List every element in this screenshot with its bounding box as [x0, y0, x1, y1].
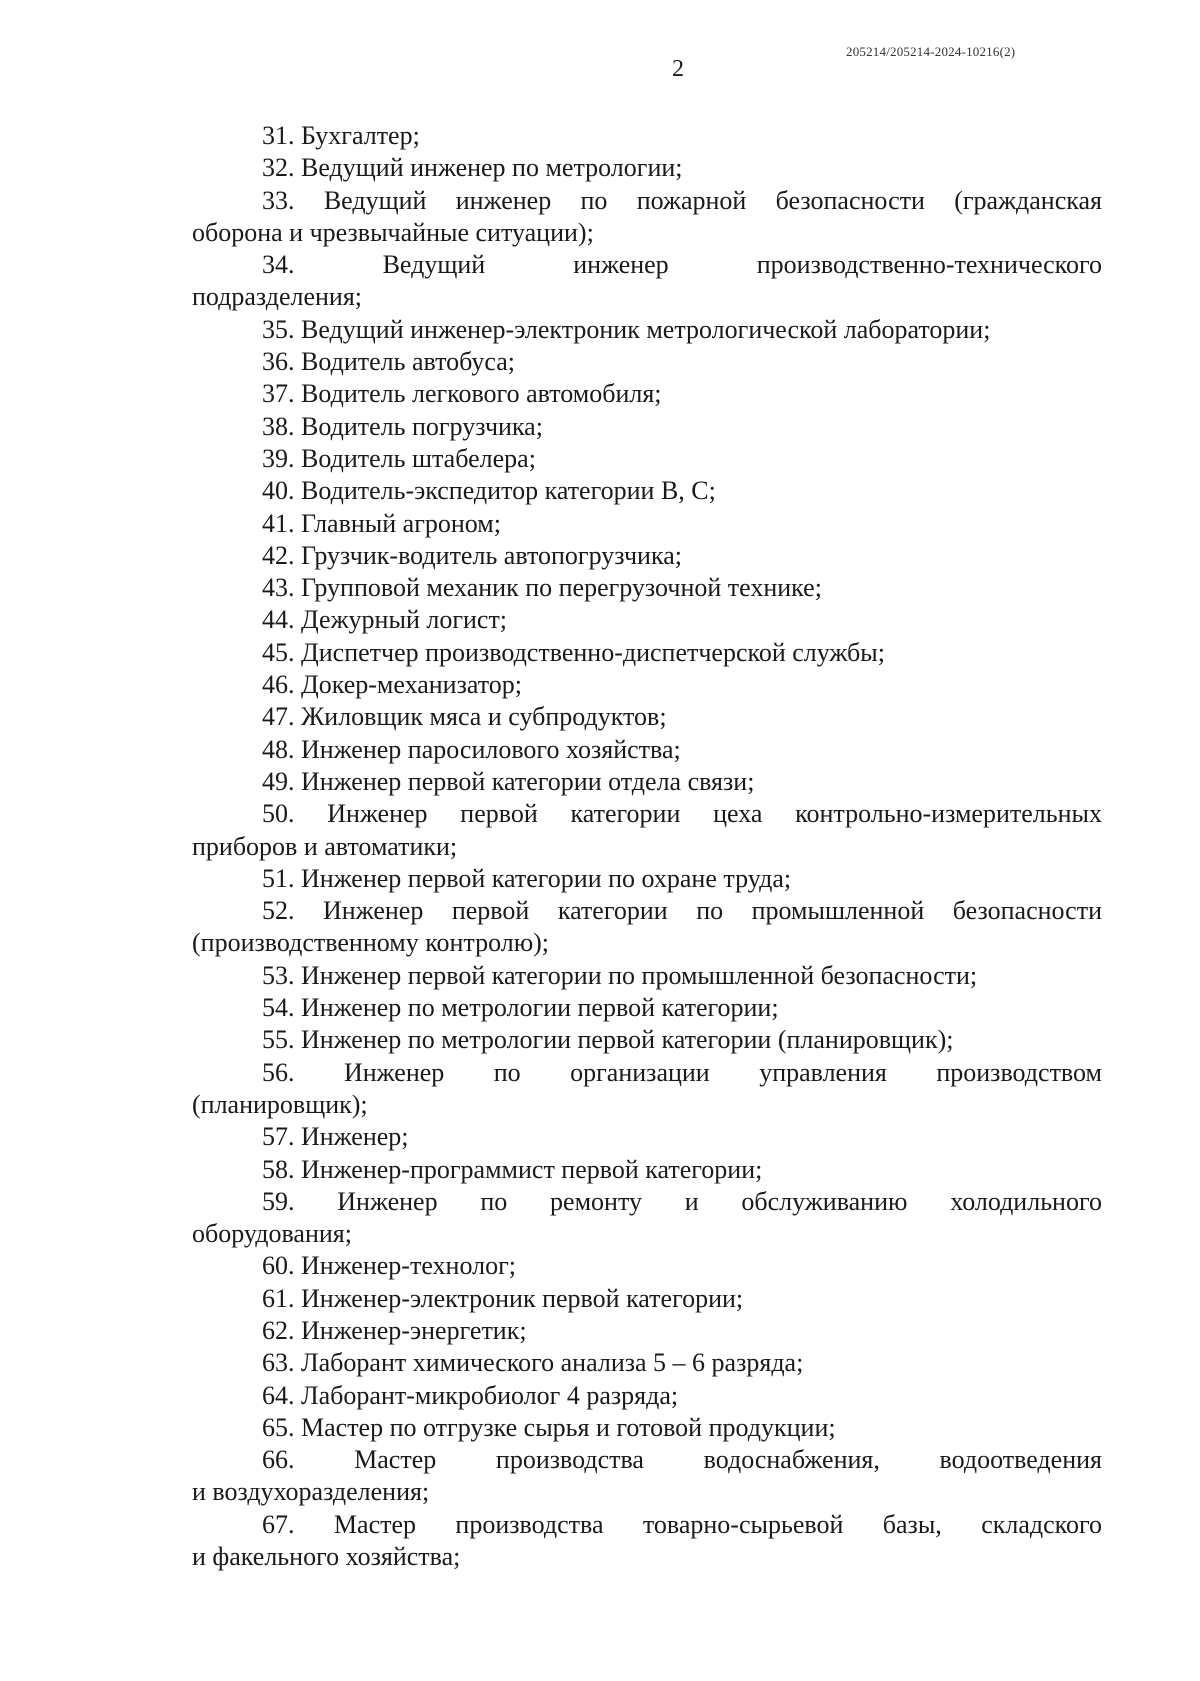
list-item-continuation: (планировщик); — [192, 1089, 368, 1119]
list-item: 42. Грузчик-водитель автопогрузчика; — [262, 540, 682, 570]
list-item: 57. Инженер; — [262, 1122, 409, 1152]
list-item: 62. Инженер-энергетик; — [262, 1315, 527, 1345]
list-item — [192, 798, 1102, 863]
list-item — [192, 1509, 1102, 1574]
list-item: 60. Инженер-технолог; — [262, 1251, 516, 1281]
list-item-first-line: 67. Мастер производства товарно-сырьевой базы, складского — [262, 1509, 1102, 1539]
list-item: 43. Групповой механик по перегрузочной технике; — [262, 573, 822, 603]
list-item-first-line: 59. Инженер по ремонту и обслуживанию холодильного — [262, 1186, 1102, 1216]
list-item-continuation: оборона и чрезвычайные ситуации); — [192, 217, 594, 247]
document-id: 205214/205214-2024-10216(2) — [846, 44, 1016, 59]
list-item: 47. Жиловщик мяса и субпродуктов; — [262, 702, 667, 732]
list-item: 58. Инженер-программист первой категории; — [262, 1154, 763, 1184]
list-item-continuation: и воздухоразделения; — [192, 1477, 430, 1507]
list-item: 45. Диспетчер производственно-диспетчерской службы; — [262, 637, 885, 667]
list-item: 53. Инженер первой категории по промышленной безопасности; — [262, 960, 978, 990]
list-item: 31. Бухгалтер; — [262, 121, 420, 150]
list-item: 54. Инженер по метрологии первой категории; — [262, 993, 779, 1023]
list-item — [192, 895, 1102, 960]
list-item: 51. Инженер первой категории по охране труда; — [262, 863, 792, 893]
list-item: 38. Водитель погрузчика; — [262, 411, 543, 441]
list-item-continuation: (производственному контролю); — [192, 928, 550, 958]
list-item-first-line: 56. Инженер по организации управления производством — [262, 1057, 1102, 1087]
list-item: 39. Водитель штабелера; — [262, 443, 536, 473]
list-item: 36. Водитель автобуса; — [262, 347, 516, 377]
list-item-first-line: 52. Инженер первой категории по промышленной безопасности — [262, 896, 1102, 926]
profession-list — [192, 120, 1102, 1573]
list-item-first-line: 34. Ведущий инженер производственно-технического — [262, 250, 1102, 280]
list-item-first-line: 50. Инженер первой категории цеха контрольно-измерительных — [262, 799, 1102, 829]
list-item: 64. Лаборант-микробиолог 4 разряда; — [262, 1380, 679, 1410]
list-item-continuation: подразделения; — [192, 282, 363, 312]
list-item: 61. Инженер-электроник первой категории; — [262, 1283, 744, 1313]
list-item-continuation: приборов и автоматики; — [192, 831, 458, 861]
list-item: 44. Дежурный логист; — [262, 605, 508, 635]
list-item-continuation: оборудования; — [192, 1219, 352, 1249]
list-item: 46. Докер-механизатор; — [262, 670, 522, 700]
list-item: 32. Ведущий инженер по метрологии; — [262, 153, 683, 183]
list-item: 40. Водитель-экспедитор категории В, С; — [262, 476, 716, 506]
list-item: 48. Инженер паросилового хозяйства; — [262, 734, 681, 764]
list-item — [192, 1057, 1102, 1122]
page-number: 2 — [672, 56, 684, 82]
list-item: 65. Мастер по отгрузке сырья и готовой продукции; — [262, 1412, 836, 1442]
list-item-first-line: 33. Ведущий инженер по пожарной безопасности (гражданская — [262, 185, 1102, 215]
list-item: 49. Инженер первой категории отдела связи; — [262, 766, 755, 796]
list-item — [192, 185, 1102, 250]
list-item — [192, 1186, 1102, 1251]
list-item: 55. Инженер по метрологии первой категории (планировщик); — [262, 1025, 954, 1055]
list-item — [192, 1444, 1102, 1509]
list-item: 41. Главный агроном; — [262, 508, 501, 538]
list-item — [192, 249, 1102, 314]
list-item: 35. Ведущий инженер-электроник метрологической лаборатории; — [262, 314, 991, 344]
list-item-continuation: и факельного хозяйства; — [192, 1542, 461, 1572]
list-item: 37. Водитель легкового автомобиля; — [262, 379, 662, 409]
list-item: 63. Лаборант химического анализа 5 – 6 разряда; — [262, 1348, 804, 1378]
list-item-first-line: 66. Мастер производства водоснабжения, водоотведения — [262, 1445, 1102, 1475]
